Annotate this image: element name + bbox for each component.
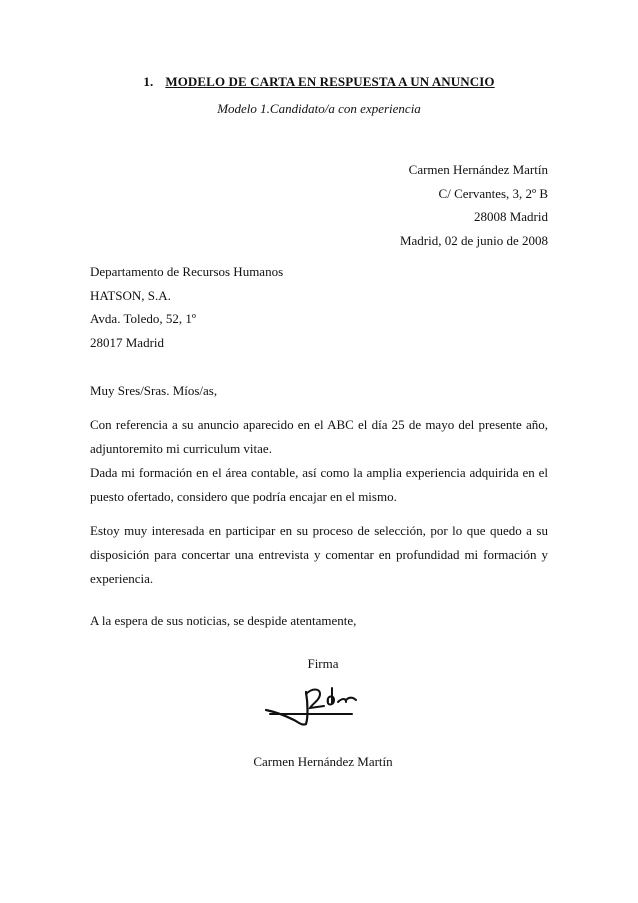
- handwritten-signature: [262, 680, 362, 730]
- paragraph-3-line-1: Estoy muy interesada en participar en su proceso de selección, por lo que quedo a su: [90, 523, 548, 538]
- document-heading: [0, 74, 638, 90]
- sender-block: [400, 158, 548, 252]
- letter-paragraph-3: [90, 519, 548, 591]
- closing-line: A la espera de sus noticias, se despide atentamente,: [90, 613, 357, 628]
- sender-name: Carmen Hernández Martín: [408, 162, 548, 177]
- heading-title: MODELO DE CARTA EN RESPUESTA A UN ANUNCIO: [165, 74, 495, 89]
- recipient-department: Departamento de Recursos Humanos: [90, 264, 284, 279]
- paragraph-1-line-2: adjuntoremito mi curriculum vitae.: [90, 441, 272, 456]
- recipient-company: HATSON, S.A.: [90, 287, 171, 303]
- heading-number: 1.: [143, 74, 154, 89]
- paragraph-1-line-1: Con referencia a su anuncio aparecido en el ABC el día 25 de mayo del presente año,: [90, 417, 548, 432]
- letter-paragraph-1: [90, 413, 548, 509]
- paragraph-3-line-3: experiencia.: [90, 571, 154, 586]
- paragraph-3-line-2: disposición para concertar una entrevista y comentar en profundidad mi formación y: [90, 547, 548, 562]
- recipient-city: 28017 Madrid: [90, 334, 165, 350]
- sender-street: C/ Cervantes, 3, 2º B: [438, 185, 548, 201]
- recipient-block: [90, 260, 283, 354]
- paragraph-2-line-1: Dada mi formación en el área contable, así como la amplia experiencia adquirida en el: [90, 465, 548, 480]
- signature-name: Carmen Hernández Martín: [253, 754, 393, 769]
- signature-label: Firma: [307, 656, 339, 671]
- document-subtitle: Modelo 1.Candidato/a con experiencia: [217, 101, 421, 116]
- letter-date: Madrid, 02 de junio de 2008: [399, 232, 548, 248]
- salutation: Muy Sres/Sras. Míos/as,: [90, 383, 218, 398]
- sender-city: 28008 Madrid: [473, 209, 548, 224]
- paragraph-2-line-2: puesto ofertado, considero que podría encajar en el mismo.: [90, 489, 397, 504]
- recipient-address: Avda. Toledo, 52, 1º: [90, 311, 196, 326]
